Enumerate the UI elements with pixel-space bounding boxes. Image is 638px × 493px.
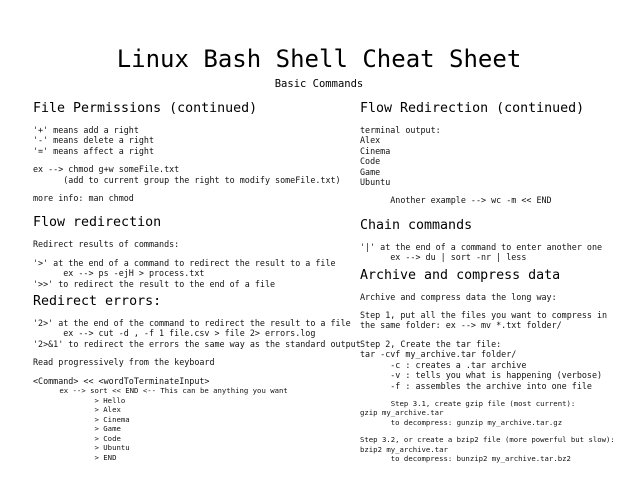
output-line: Game bbox=[360, 166, 381, 177]
option-line: -v : tells you what is happening (verbose) bbox=[360, 370, 603, 381]
text-line: Step 2, Create the tar file: bbox=[360, 338, 502, 349]
text-line: Redirect results of commands: bbox=[33, 239, 180, 250]
prompt-line: > Hello bbox=[33, 395, 126, 405]
text-line: Step 3.1, create gzip file (most current): bbox=[360, 398, 576, 408]
prompt-line: > Code bbox=[33, 433, 121, 443]
command-line: gzip my_archive.tar bbox=[360, 408, 444, 418]
example-line: ex --> ps -ejH > process.txt bbox=[33, 268, 205, 279]
output-line: Ubuntu bbox=[360, 177, 391, 188]
text-line: '-' means delete a right bbox=[33, 135, 155, 146]
section-heading-archive: Archive and compress data bbox=[360, 267, 561, 283]
text-line: Archive and compress data the long way: bbox=[360, 291, 557, 302]
text-line: '2>&1' to redirect the errors the same way as the standard output bbox=[33, 338, 361, 349]
example-line: Another example --> wc -m << END bbox=[360, 195, 552, 206]
text-line: '|' at the end of a command to enter another one bbox=[360, 241, 603, 252]
output-line: Alex bbox=[360, 135, 381, 146]
text-line: '2>' at the end of the command to redirect the result to a file bbox=[33, 318, 351, 329]
text-line: Read progressively from the keyboard bbox=[33, 357, 215, 368]
section-heading-flow-redirection-continued: Flow Redirection (continued) bbox=[360, 101, 585, 116]
text-line: '=' means affect a right bbox=[33, 145, 155, 156]
example-line: ex --> du | sort -nr | less bbox=[360, 252, 527, 263]
text-line: terminal output: bbox=[360, 125, 441, 135]
text-line: Step 1, put all the files you want to compress in bbox=[360, 310, 608, 321]
example-line: ex --> sort << END <-- This can be anything you want bbox=[33, 386, 288, 396]
option-line: -c : creates a .tar archive bbox=[360, 359, 527, 370]
text-line: '+' means add a right bbox=[33, 125, 139, 135]
more-info-line: more info: man chmod bbox=[33, 193, 134, 204]
command-line: tar -cvf my_archive.tar folder/ bbox=[360, 349, 517, 360]
example-line: ex --> cut -d , -f 1 file.csv > file 2> errors.log bbox=[33, 328, 316, 339]
prompt-line: > Cinema bbox=[33, 414, 130, 424]
prompt-line: > END bbox=[33, 452, 117, 462]
example-note: (add to current group the right to modify someFile.txt) bbox=[33, 174, 341, 185]
text-line: to decompress: gunzip my_archive.tar.gz bbox=[360, 417, 563, 427]
section-heading-redirect-errors: Redirect errors: bbox=[33, 294, 162, 310]
text-line: '>>' to redirect the result to the end of a file bbox=[33, 278, 276, 289]
prompt-line: > Game bbox=[33, 424, 121, 434]
page-title: Linux Bash Shell Cheat Sheet bbox=[116, 45, 522, 73]
page-subtitle: Basic Commands bbox=[274, 78, 364, 90]
prompt-line: > Ubuntu bbox=[33, 443, 130, 453]
text-line: the same folder: ex --> mv *.txt folder/ bbox=[360, 320, 562, 331]
section-heading-flow-redirection: Flow redirection bbox=[33, 215, 162, 231]
output-line: Code bbox=[360, 156, 381, 167]
text-line: Step 3.2, or create a bzip2 file (more powerful but slow): bbox=[360, 435, 615, 445]
left-column bbox=[33, 100, 361, 462]
text-line: to decompress: bunzip2 my_archive.tar.bz2 bbox=[360, 454, 571, 464]
output-line: Cinema bbox=[360, 145, 391, 156]
right-column bbox=[360, 100, 630, 464]
command-line: bzip2 my_archive.tar bbox=[360, 444, 448, 454]
section-heading-file-permissions: File Permissions (continued) bbox=[33, 101, 258, 116]
option-line: -f : assembles the archive into one file bbox=[360, 380, 592, 391]
example-line: ex --> chmod g+w someFile.txt bbox=[33, 164, 180, 175]
text-line: '>' at the end of a command to redirect the result to a file bbox=[33, 257, 336, 268]
text-line: <Command> << <wordToTerminateInput> bbox=[33, 375, 210, 386]
prompt-line: > Alex bbox=[33, 405, 121, 415]
section-heading-chain-commands: Chain commands bbox=[360, 217, 473, 233]
